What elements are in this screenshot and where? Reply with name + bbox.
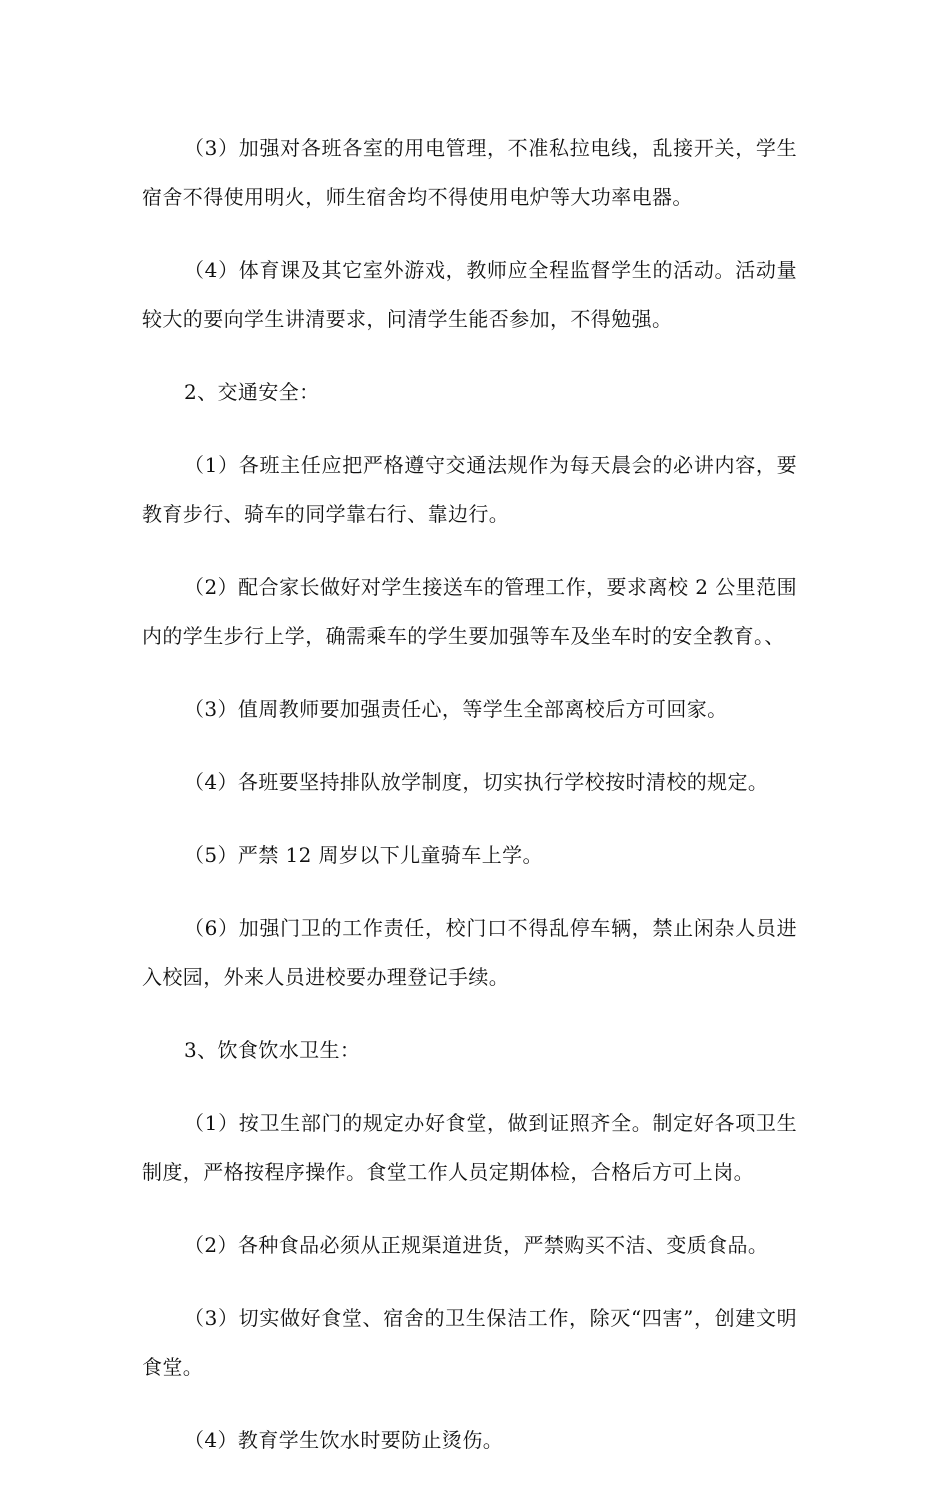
paragraph-cycling-ban: （5）严禁 12 周岁以下儿童骑车上学。 <box>184 843 543 867</box>
section-heading-food-water-hygiene: 3、饮食饮水卫生： <box>184 1038 361 1062</box>
paragraph-cleaning-work: （3）切实做好食堂、宿舍的卫生保洁工作，除灭“四害”，创建文明食堂。 <box>142 1306 797 1379</box>
document-page <box>142 124 797 1489</box>
paragraph-pe-supervision: （4）体育课及其它室外游戏，教师应全程监督学生的活动。活动量较大的要向学生讲清要求，问清学生能否参加，不得勉强。 <box>142 258 797 331</box>
paragraph-duty-teacher: （3）值周教师要加强责任心，等学生全部离校后方可回家。 <box>184 697 728 721</box>
section-heading-traffic-safety: 2、交通安全： <box>184 380 320 404</box>
paragraph-scald-prevention: （4）教育学生饮水时要防止烫伤。 <box>184 1428 504 1452</box>
paragraph-food-sourcing: （2）各种食品必须从正规渠道进货，严禁购买不洁、变质食品。 <box>184 1233 769 1257</box>
paragraph-electricity-management: （3）加强对各班各室的用电管理，不准私拉电线，乱接开关，学生宿舍不得使用明火，师生宿舍均不得使用电炉等大功率电器。 <box>142 136 797 209</box>
paragraph-traffic-rules: （1）各班主任应把严格遵守交通法规作为每天晨会的必讲内容，要教育步行、骑车的同学靠右行、靠边行。 <box>142 453 797 526</box>
paragraph-pickup-vehicles: （2）配合家长做好对学生接送车的管理工作，要求离校 2 公里范围内的学生步行上学，确需乘车的学生要加强等车及坐车时的安全教育。、 <box>142 575 797 648</box>
paragraph-gate-guard: （6）加强门卫的工作责任，校门口不得乱停车辆，禁止闲杂人员进入校园，外来人员进校要办理登记手续。 <box>142 916 797 989</box>
paragraph-canteen-regulations: （1）按卫生部门的规定办好食堂，做到证照齐全。制定好各项卫生制度，严格按程序操作。食堂工作人员定期体检，合格后方可上岗。 <box>142 1111 797 1184</box>
paragraph-dismissal-queue: （4）各班要坚持排队放学制度，切实执行学校按时清校的规定。 <box>184 770 769 794</box>
